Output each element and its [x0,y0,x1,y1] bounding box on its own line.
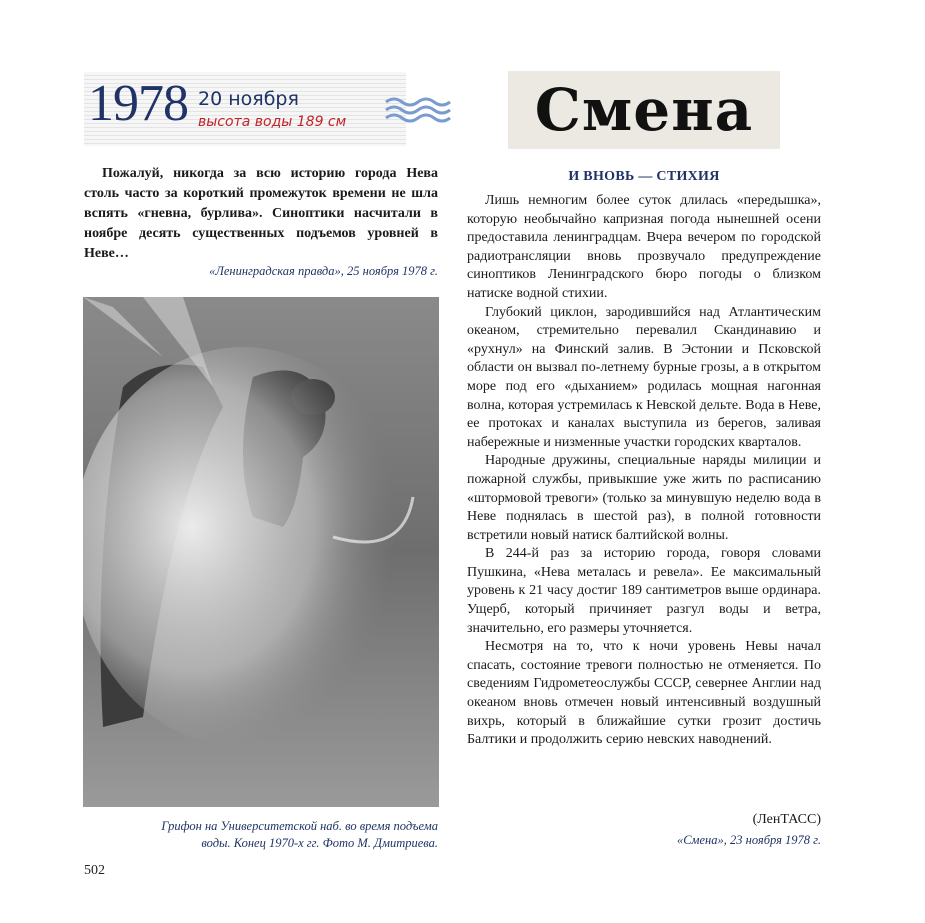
griffin-photo [83,297,439,807]
page-number: 502 [84,863,105,878]
article-paragraph: Глубокий циклон, зародившийся над Атлантическим океаном, стремительно перевалил Скандинавию и «рухнул» на Финский залив. В Эстонии и Псковской области он вызвал по-летнему бурные грозы, а в открытом море под его «дыханием» родилась мощная нагонная волна, которая устремилась к Невской дельте. Вода в Неве, ее протоках и каналах выступила из берегов, заливая набережные и низменные участки городских кварталов. [467,304,821,450]
water-level-label: высота воды 189 см [198,114,347,130]
newspaper-masthead [508,71,780,149]
year-label: 1978 [88,75,188,132]
photo-caption-line1: Грифон на Университетской наб. во время подъема [161,819,438,833]
waves-icon [384,94,452,126]
photo-caption [84,818,438,852]
date-banner [84,72,406,146]
lead-source: «Ленинградская правда», 25 ноября 1978 г. [209,264,438,278]
article-paragraph: В 244-й раз за историю города, говоря словами Пушкина, «Нева металась и ревела». Ее максимальный уровень к 21 часу достиг 189 сантиметров выше ординара. Ущерб, который причиняет разгул воды и ветра, значительно, его размеры уточняется. [467,546,821,636]
article-paragraph: Народные дружины, специальные наряды милиции и пожарной службы, привыкшие уже жить по расписанию «штормовой тревоги» (только за минувшую неделю вода в Неве поднялась в шестой раз), в полной готовности встретили новый натиск балтийской волны. [467,453,821,543]
news-agency: (ЛенТАСС) [752,812,821,827]
article-source: «Смена», 23 ноября 1978 г. [676,833,821,847]
article-paragraph: Несмотря на то, что к ночи уровень Невы начал спасать, состояние тревоги полностью не отменяется. По сведениям Гидрометеослужбы СССР, севернее Англии над океаном вновь отмечен новый интенсивный воздушный вихрь, который в ближайшие сутки грозит достичь Балтики и продолжить серию невских наводнений. [467,639,821,748]
photo-caption-line2: воды. Конец 1970-х гг. Фото М. Дмитриева. [201,836,438,850]
article-headline: И ВНОВЬ — СТИХИЯ [568,169,720,184]
article-body [467,192,821,750]
article-paragraph: Лишь немногим более суток длилась «передышка», которую необычайно капризная погода нынешней осени предоставила ленинградцам. Вчера вечером по городской радиотрансляции вновь прозвучало предупреждение синоптиков Ленинградского бюро погоды о близком натиске водной стихии. [467,193,821,301]
lead-quote: Пожалуй, никогда за всю историю города Нева столь часто за короткий промежуток времени не шла вспять «гневна, бурлива». Синоптики насчитали в ноябре десять существенных подъемов уровней в Неве… [84,166,438,261]
masthead-title: Смена [534,76,754,144]
date-label: 20 ноября [198,88,299,110]
